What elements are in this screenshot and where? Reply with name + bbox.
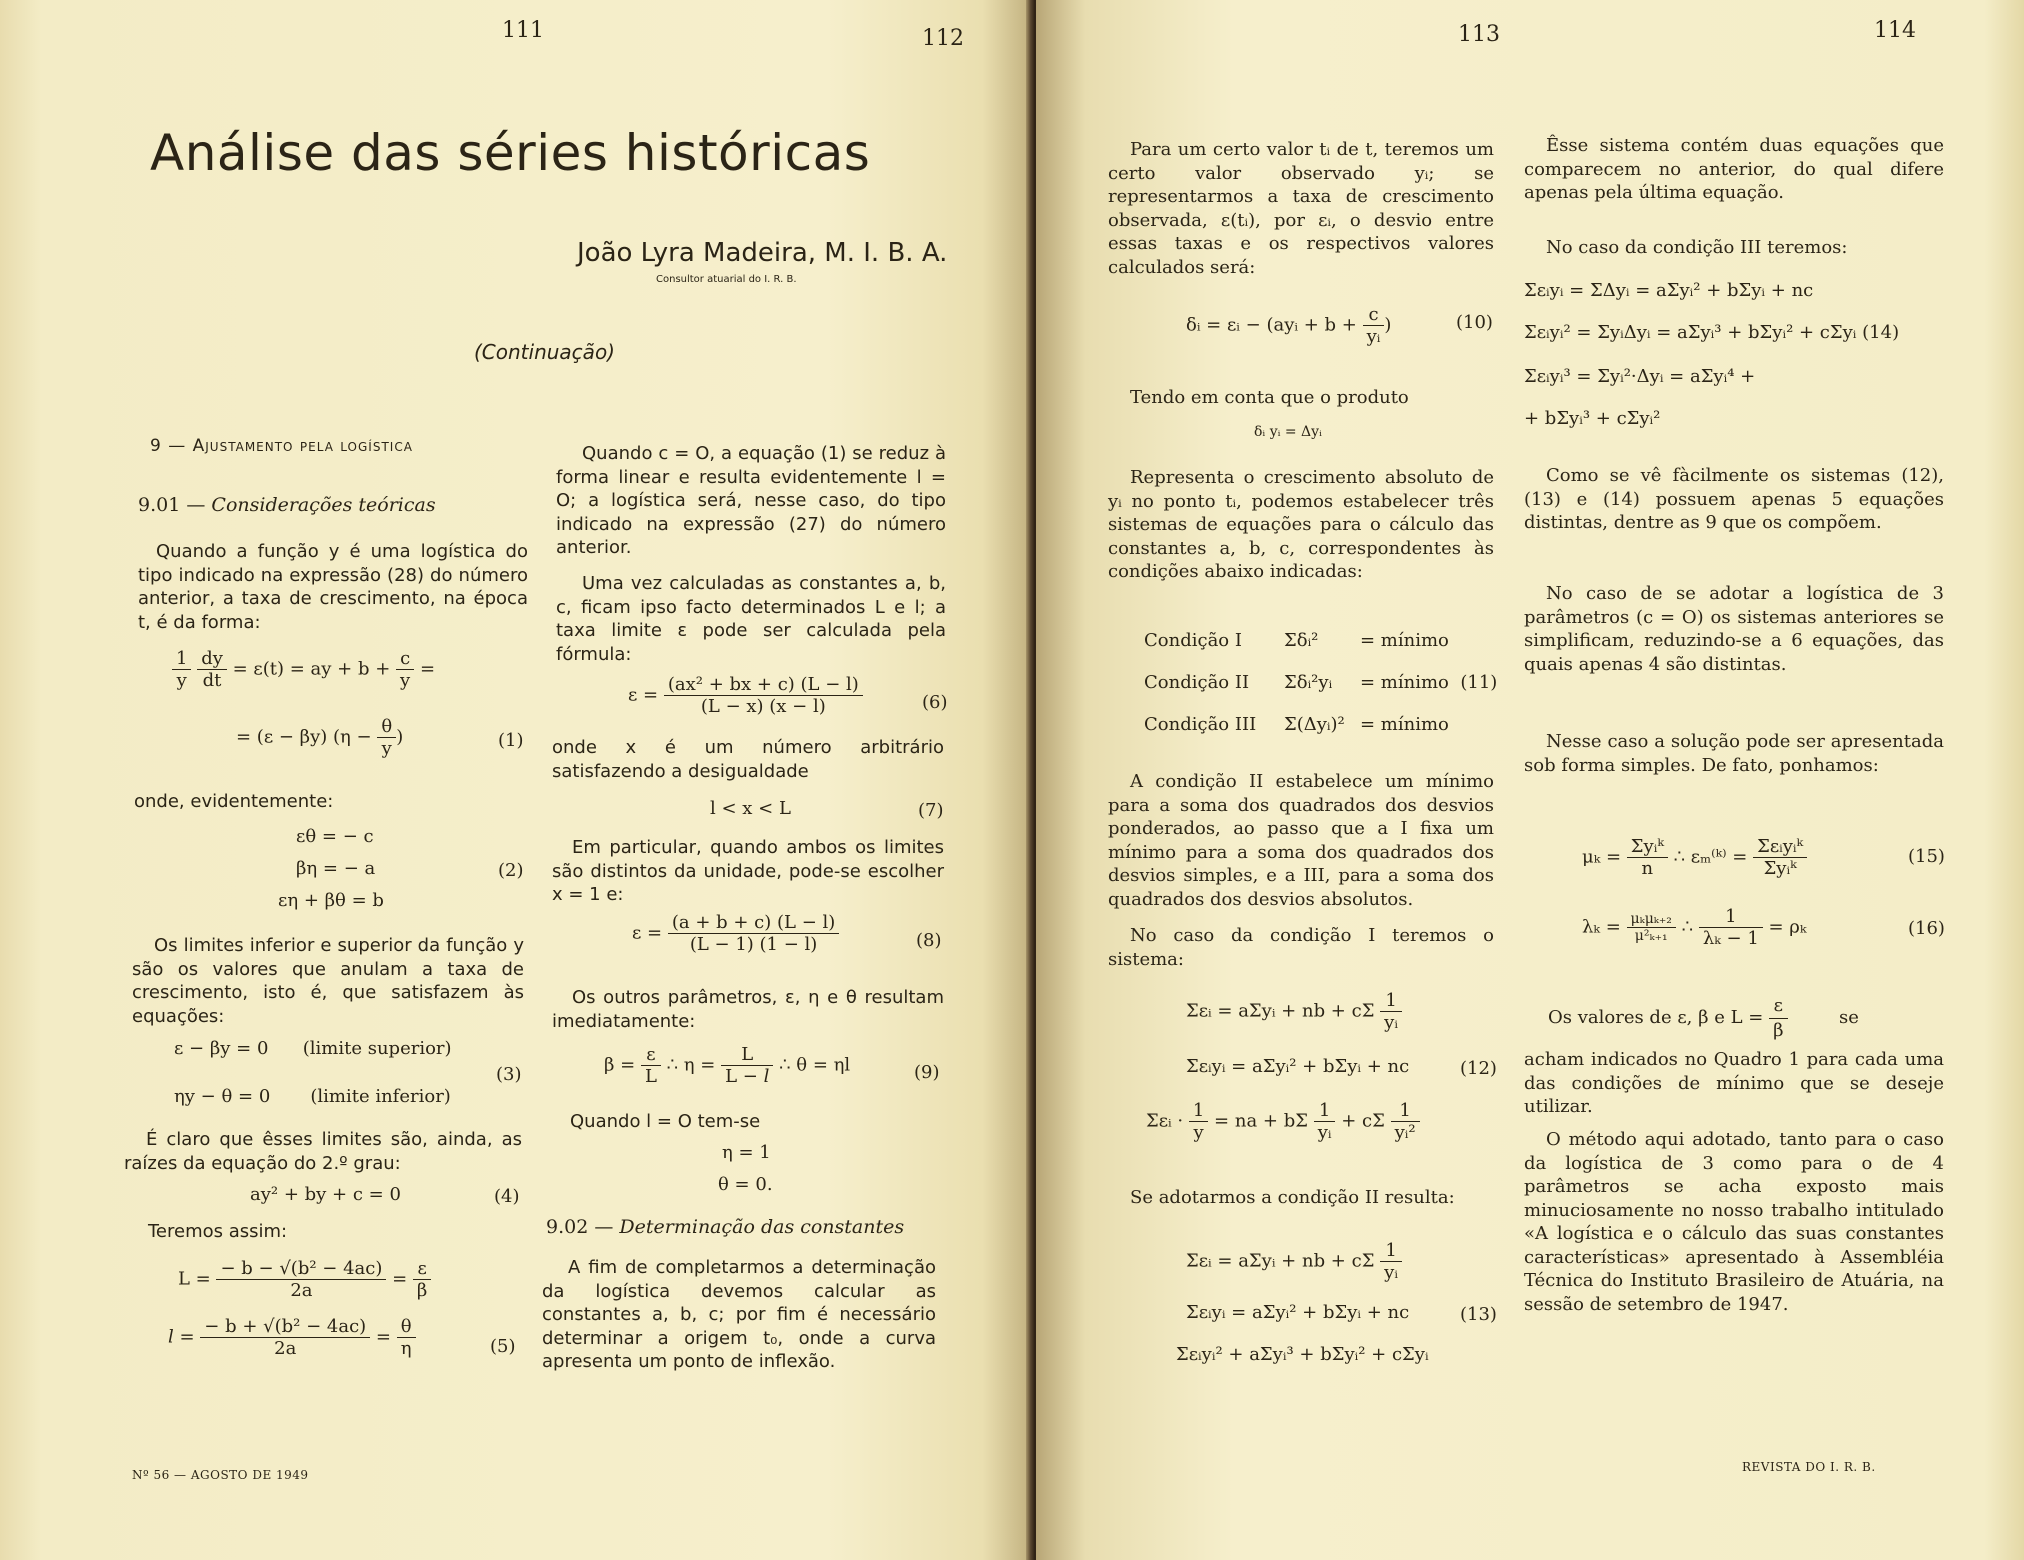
equation-9: β = $\frac{\varepsilon}{L}$ ∴ η = $\frac{L}{L - l}$ ∴ θ = ηl [604,1044,851,1087]
col1-paragraph-5: Teremos assim: [148,1221,288,1242]
col4-paragraph-4: No caso de se adotar a logística de 3 parâmetros (c = O) os sistemas anteriores se simplificam, reduzindo-se a 6 equações, das quais apenas 4 são distintas. [1524,583,1944,675]
footer-issue: Nº 56 — AGOSTO DE 1949 [132,1468,309,1482]
equation-3-line-a: ε − βy = 0 (limite superior) [174,1038,452,1059]
author-name: João Lyra Madeira, M. I. B. A. [577,238,948,268]
equation-number-5: (5) [490,1336,516,1357]
equation-9b-line-1: η = 1 [722,1142,771,1163]
equation-7: l < x < L [710,798,791,819]
equation-number-8: (8) [916,930,942,951]
equation-9b-line-2: θ = 0. [718,1174,773,1195]
equation-number-3: (3) [496,1064,522,1085]
equation-12-line-1: Σεᵢ = aΣyᵢ + nb + cΣ $\frac{1}{\text{yᵢ}}$ [1186,990,1402,1033]
equation-5-L: L = $\frac{\text{− b − √(b² − 4ac)}}{2a}$ = $\frac{\varepsilon}{\beta}$ [178,1258,431,1301]
equation-number-6: (6) [922,692,948,713]
col3-paragraph-1: Para um certo valor tᵢ de t, teremos um certo valor observado yᵢ; se representarmos a taxa de crescimento observada, ε(tᵢ), por εᵢ, o desvio entre essas taxas e os respectivos valores calculados será: [1108,139,1494,278]
col2-paragraph-1: Quando c = O, a equação (1) se reduz à forma linear e resulta evidentemente l = O; a logística será, nesse caso, do tipo indicado na expressão (27) do número anterior. [556,443,946,558]
section-902-number: 9.02 — [546,1216,614,1238]
col4-paragraph-8: O método aqui adotado, tanto para o caso da logística de 3 como para o de 4 parâmetros se acha exposto mais minuciosamente no nosso trabalho intitulado «A logística e o cálculo das suas constantes características» apresentado à Assembléia Técnica do Instituto Brasileiro de Atuária, na sessão de setembro de 1947. [1524,1129,1944,1315]
equation-14-line-2: Σεᵢyᵢ² = ΣyᵢΔyᵢ = aΣyᵢ³ + bΣyᵢ² + cΣyᵢ (14) [1524,322,1900,343]
col4-paragraph-3: Como se vê fàcilmente os sistemas (12), (13) e (14) possuem apenas 5 equações distintas, dentre as 9 que os compõem. [1524,465,1944,533]
equation-8: ε = $\frac{(a + b + c) (L - l)}{(L - 1) (1 - l)}$ [632,912,839,955]
equation-number-13: (13) [1460,1304,1497,1325]
equation-product: δᵢ yᵢ = Δyᵢ [1254,424,1322,440]
continuation-note: (Continuação) [474,340,615,364]
col4-paragraph-5: Nesse caso a solução pode ser apresentada sob forma simples. De fato, ponhamos: [1524,731,1944,776]
page-number-114: 114 [1874,18,1916,43]
section-9-heading [150,436,413,456]
section-9-title: Ajustamento pela logística [192,436,413,456]
author-affiliation: Consultor atuarial do I. R. B. [656,274,797,285]
condition-row-1: Condição I Σδᵢ² = mínimo [1144,630,1449,651]
equation-number-9: (9) [914,1062,940,1083]
equation-13-line-2: Σεᵢyᵢ = aΣyᵢ² + bΣyᵢ + nc [1186,1302,1410,1323]
equation-2-line-1: εθ = − c [296,826,374,847]
col3-paragraph-5: No caso da condição I teremos o sistema: [1108,925,1494,970]
col4-paragraph-7: acham indicados no Quadro 1 para cada uma das condições de mínimo que se deseje utilizar. [1524,1049,1944,1117]
equation-15: μₖ = $\frac{\text{Σyᵢᵏ}}{n}$ ∴ εₘ⁽ᵏ⁾ = $\frac{\text{Σεᵢyᵢᵏ}}{\text{Σyᵢᵏ}}$ [1582,836,1807,879]
col1-paragraph-3: Os limites inferior e superior da função y são os valores que anulam a taxa de crescimento, isto é, que satisfazem às equações: [132,935,524,1027]
condition-row-2: Condição II Σδᵢ²yᵢ = mínimo (11) [1144,672,1498,693]
equation-number-1: (1) [498,730,524,751]
condition-row-3: Condição III Σ(Δyᵢ)² = mínimo [1144,714,1449,735]
col4-paragraph-1: Êsse sistema contém duas equações que comparecem no anterior, do qual difere apenas pela última equação. [1524,135,1944,203]
col2-paragraph-5: Os outros parâmetros, ε, η e θ resultam imediatamente: [552,987,944,1032]
col1-paragraph-4: É claro que êsses limites são, ainda, as raízes da equação do 2.º grau: [124,1129,522,1174]
col4-paragraph-2: No caso da condição III teremos: [1546,237,1848,258]
equation-4: ay² + by + c = 0 [250,1184,401,1205]
equation-number-4: (4) [494,1186,520,1207]
equation-number-15: (15) [1908,846,1945,867]
col3-paragraph-6: Se adotarmos a condição II resulta: [1130,1187,1455,1208]
article-title: Análise das séries históricas [150,124,871,182]
section-902-title: Determinação das constantes [619,1216,905,1238]
page-number-113: 113 [1458,22,1500,47]
col1-paragraph-1: Quando a função y é uma logística do tipo indicado na expressão (28) do número anterior, a taxa de crescimento, na época t, é da forma: [138,541,528,633]
equation-13-line-3: Σεᵢyᵢ² + aΣyᵢ³ + bΣyᵢ² + cΣyᵢ [1176,1344,1429,1365]
equation-6: ε = $\frac{\text{(ax² + bx + c) (L − l)}}{(L - x) (x - l)}$ [628,674,863,717]
page-number-111: 111 [502,18,544,43]
col1-paragraph-2: onde, evidentemente: [134,791,334,812]
section-901-number: 9.01 — [138,494,206,516]
col2-paragraph-6: Quando l = O tem-se [570,1111,761,1132]
col2-paragraph-3: onde x é um número arbitrário satisfazendo a desigualdade [552,737,944,782]
equation-1-line-b: = (ε − βy) (η − $\frac{\theta}{y}$ ) [236,716,404,759]
equation-14-line-4: + bΣyᵢ³ + cΣyᵢ² [1524,408,1661,429]
equation-1-line-a: $\frac{1}{y}$ $\frac{dy}{dt}$ = ε(t) = ay + b + $\frac{c}{y}$ = [172,648,435,691]
col3-paragraph-2: Tendo em conta que o produto [1130,387,1409,408]
equation-number-7: (7) [918,800,944,821]
equation-3-line-b: ηy − θ = 0 (limite inferior) [174,1086,451,1107]
equation-5-l: l = $\frac{\text{− b + √(b² − 4ac)}}{2a}$ = $\frac{\theta}{\eta}$ [168,1316,416,1359]
equation-number-2: (2) [498,860,524,881]
equation-16: λₖ = $\frac{\text{μₖμₖ₊₂}}{\text{μ²ₖ₊₁}}$ ∴ $\frac{1}{\text{λₖ − 1}}$ = ρₖ [1582,906,1807,949]
right-page [1036,0,2024,1560]
equation-12-line-2: Σεᵢyᵢ = aΣyᵢ² + bΣyᵢ + nc [1186,1056,1410,1077]
equation-2-line-3: εη + βθ = b [278,890,384,911]
equation-14-line-1: Σεᵢyᵢ = ΣΔyᵢ = aΣyᵢ² + bΣyᵢ + nc [1524,280,1814,301]
equation-10: δᵢ = εᵢ − (ayᵢ + b + $\frac{c}{\text{yᵢ}}$ ) [1186,304,1392,347]
page-number-112: 112 [922,26,964,51]
footer-journal: REVISTA DO I. R. B. [1742,1460,1876,1474]
equation-number-10: (10) [1456,312,1493,333]
section-9-number: 9 — [150,436,187,456]
equation-number-16: (16) [1908,918,1945,939]
col2-paragraph-2: Uma vez calculadas as constantes a, b, c, ficam ipso facto determinados L e l; a taxa limite ε pode ser calculada pela fórmula: [556,573,946,665]
col2-paragraph-7: A fim de completarmos a determinação da logística devemos calcular as constantes a, b, c; por fim é necessário determinar a origem t₀, onde a curva apresenta um ponto de inflexão. [542,1257,936,1372]
col2-paragraph-4: Em particular, quando ambos os limites são distintos da unidade, pode-se escolher x = 1 e: [552,837,944,905]
section-902-heading [546,1216,904,1238]
section-901-heading [138,494,436,516]
col3-paragraph-4: A condição II estabelece um mínimo para a soma dos quadrados dos desvios ponderados, ao passo que a I fixa um mínimo para a soma dos quadrados dos desvios simples, e a III, para a soma dos quadrados dos desvios absolutos. [1108,771,1494,910]
col4-paragraph-6: Os valores de ε, β e L = $\frac{\varepsilon}{\beta}$ se [1548,995,1859,1041]
equation-2-line-2: βη = − a [296,858,376,879]
equation-number-12: (12) [1460,1058,1497,1079]
col3-paragraph-3: Representa o crescimento absoluto de yᵢ no ponto tᵢ, podemos estabelecer três sistemas de equações para o cálculo das constantes a, b, c, correspondentes às condições abaixo indicadas: [1108,467,1494,582]
equation-12-line-3: Σεᵢ · $\frac{1}{y}$ = na + bΣ $\frac{1}{\text{yᵢ}}$ + cΣ $\frac{1}{\text{yᵢ²}}$ [1146,1100,1420,1143]
section-901-title: Considerações teóricas [211,494,436,516]
equation-13-line-1: Σεᵢ = aΣyᵢ + nb + cΣ $\frac{1}{\text{yᵢ}}$ [1186,1240,1402,1283]
equation-14-line-3: Σεᵢyᵢ³ = Σyᵢ²·Δyᵢ = aΣyᵢ⁴ + [1524,366,1756,387]
